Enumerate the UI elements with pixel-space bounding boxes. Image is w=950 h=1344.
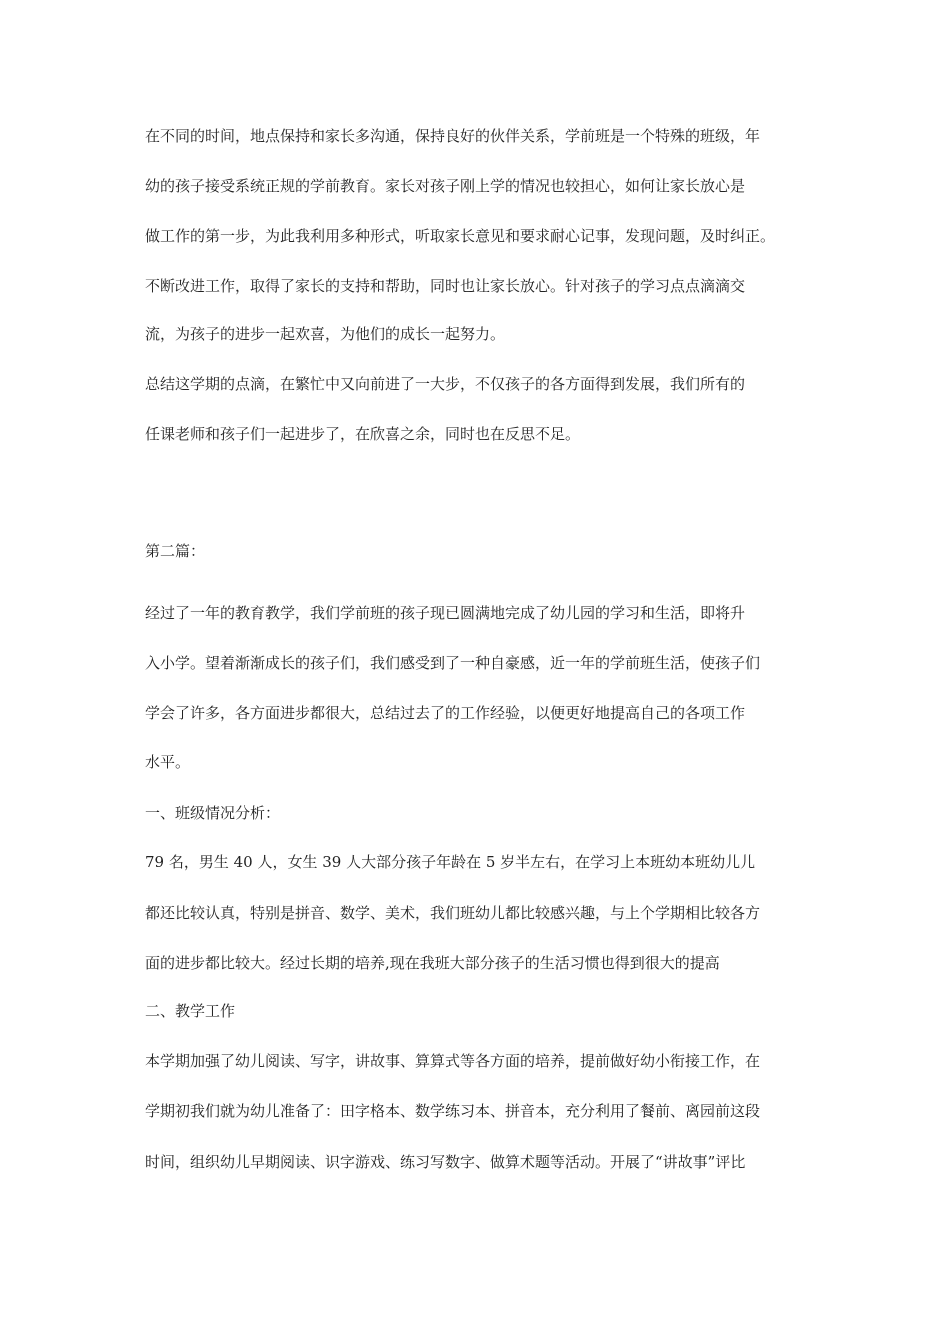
paragraph-line: 幼的孩子接受系统正规的学前教育。家长对孩子刚上学的情况也较担心，如何让家长放心是 — [145, 177, 746, 195]
subsection-heading: 一、班级情况分析： — [145, 804, 281, 822]
paragraph-line: 学会了许多，各方面进步都很大，总结过去了的工作经验，以便更好地提高自己的各项工作 — [145, 704, 746, 722]
paragraph-line: 水平。 — [145, 753, 191, 771]
paragraph-line: 做工作的第一步，为此我利用多种形式，听取家长意见和要求耐心记事，发现问题，及时纠正。 — [145, 227, 776, 245]
paragraph-line: 任课老师和孩子们一起进步了，在欣喜之余，同时也在反思不足。 — [145, 425, 581, 443]
paragraph-line: 本学期加强了幼儿阅读、写字，讲故事、算算式等各方面的培养，提前做好幼小衔接工作，在 — [145, 1052, 761, 1070]
paragraph-line: 79 名，男生 40 人，女生 39 人大部分孩子年龄在 5 岁半左右，在学习上本班幼本班幼儿儿 — [145, 853, 756, 871]
paragraph-line: 都还比较认真，特别是拼音、数学、美术，我们班幼儿都比较感兴趣，与上个学期相比较各方 — [145, 904, 761, 922]
paragraph-line: 经过了一年的教育教学，我们学前班的孩子现已圆满地完成了幼儿园的学习和生活，即将升 — [145, 604, 746, 622]
paragraph-line: 总结这学期的点滴，在繁忙中又向前进了一大步，不仅孩子的各方面得到发展，我们所有的 — [145, 375, 746, 393]
paragraph-line: 学期初我们就为幼儿准备了：田字格本、数学练习本、拼音本，充分利用了餐前、离园前这段 — [145, 1102, 761, 1120]
subsection-heading: 二、教学工作 — [145, 1002, 236, 1020]
paragraph-line: 入小学。望着渐渐成长的孩子们，我们感受到了一种自豪感，近一年的学前班生活，使孩子们 — [145, 654, 761, 672]
paragraph-line: 时间，组织幼儿早期阅读、识字游戏、练习写数字、做算术题等活动。开展了“讲故事”评比 — [145, 1153, 746, 1171]
paragraph-line: 面的进步都比较大。经过长期的培养,现在我班大部分孩子的生活习惯也得到很大的提高 — [145, 954, 720, 972]
paragraph-line: 流，为孩子的进步一起欢喜，为他们的成长一起努力。 — [145, 325, 506, 343]
paragraph-line: 不断改进工作，取得了家长的支持和帮助，同时也让家长放心。针对孩子的学习点点滴滴交 — [145, 277, 746, 295]
section-heading: 第二篇： — [145, 542, 206, 560]
paragraph-line: 在不同的时间，地点保持和家长多沟通，保持良好的伙伴关系，学前班是一个特殊的班级，年 — [145, 127, 761, 145]
